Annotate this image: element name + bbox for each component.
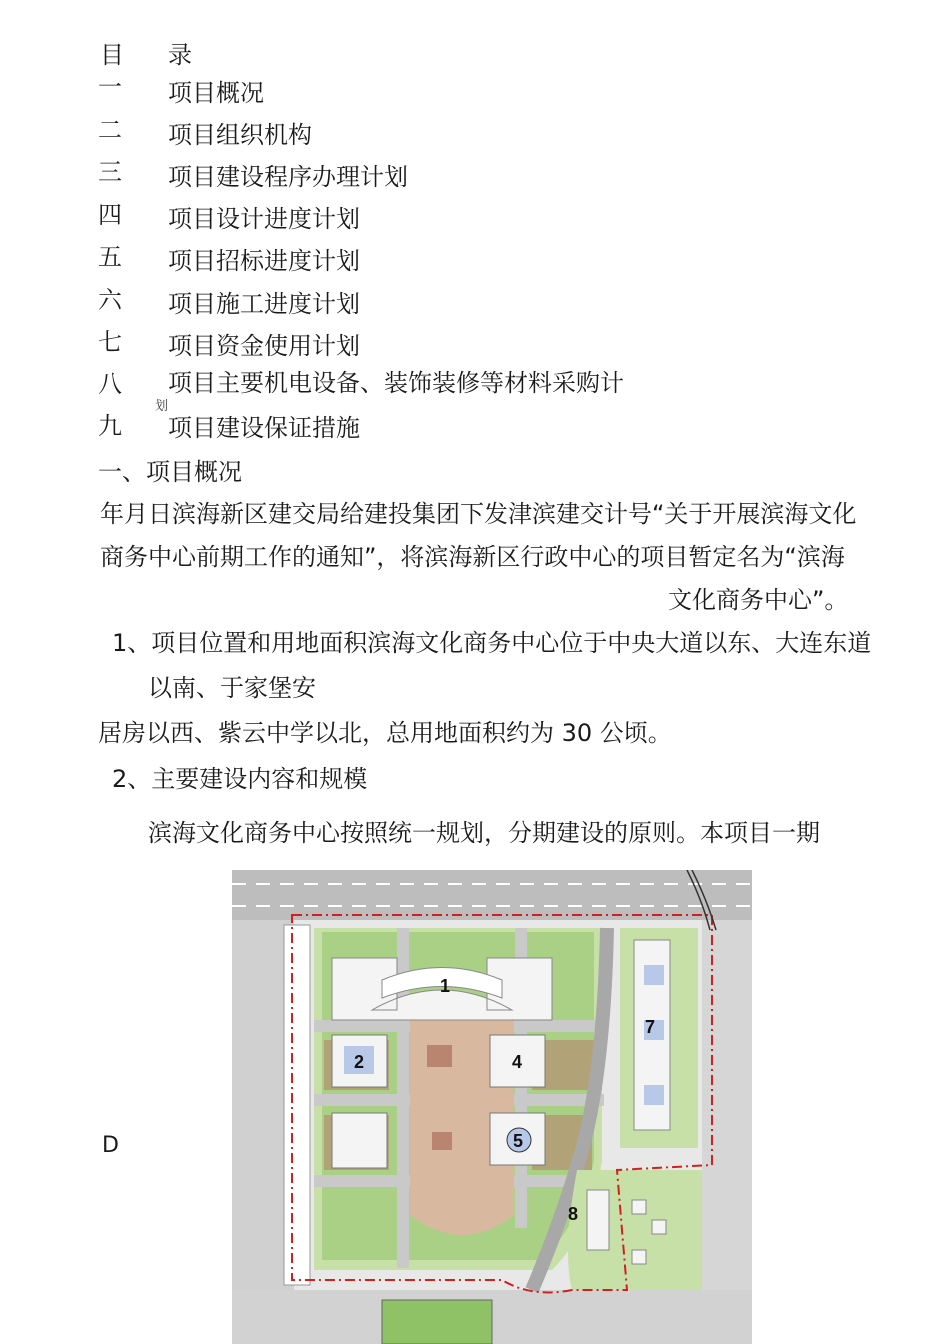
toc-num: 四 bbox=[98, 201, 122, 229]
toc-item: 项目施工进度计划 bbox=[168, 290, 360, 318]
toc-item: 项目资金使用计划 bbox=[168, 332, 360, 360]
paragraph-line: 居房以西、紫云中学以北，总用地面积约为 30 公顷。 bbox=[98, 719, 672, 747]
toc-item: 项目组织机构 bbox=[168, 121, 312, 149]
paragraph-line: 商务中心前期工作的通知”，将滨海新区行政中心的项目暂定名为“滨海 bbox=[100, 543, 845, 571]
toc-overflow-fragment: 划 bbox=[155, 399, 169, 414]
site-plan-image bbox=[232, 870, 752, 1344]
toc-num: 一 bbox=[98, 73, 122, 101]
subsection-title: 2、主要建设内容和规模 bbox=[112, 765, 368, 793]
plan-label: 8 bbox=[568, 1204, 579, 1224]
toc-heading-right: 录 bbox=[168, 41, 192, 69]
toc-num: 三 bbox=[98, 158, 122, 186]
toc-num: 九 bbox=[98, 412, 122, 440]
toc-item: 项目建设保证措施 bbox=[168, 414, 360, 442]
toc-item: 项目建设程序办理计划 bbox=[168, 163, 408, 191]
paragraph-line: 年月日滨海新区建交局给建投集团下发津滨建交计号“关于开展滨海文化 bbox=[100, 500, 857, 528]
paragraph-line: 1、项目位置和用地面积滨海文化商务中心位于中央大道以东、大连东道 bbox=[112, 629, 872, 657]
toc-num: 六 bbox=[98, 286, 122, 314]
paragraph-line: 文化商务中心”。 bbox=[668, 586, 849, 614]
plan-label: 2 bbox=[354, 1052, 365, 1072]
section-title: 一、项目概况 bbox=[98, 458, 242, 486]
plan-label: 5 bbox=[513, 1131, 524, 1151]
toc-heading-left: 目 bbox=[100, 41, 124, 69]
plan-label: 7 bbox=[645, 1017, 656, 1037]
toc-item: 项目主要机电设备、装饰装修等材料采购计 bbox=[168, 369, 624, 397]
toc-num: 五 bbox=[98, 243, 122, 271]
toc-item: 项目设计进度计划 bbox=[168, 205, 360, 233]
toc-item: 项目概况 bbox=[168, 79, 264, 107]
paragraph-line: 滨海文化商务中心按照统一规划，分期建设的原则。本项目一期 bbox=[148, 819, 820, 847]
plan-label: 4 bbox=[512, 1052, 523, 1072]
side-letter: D bbox=[102, 1133, 119, 1158]
paragraph-line: 以南、于家堡安 bbox=[148, 674, 316, 702]
toc-item: 项目招标进度计划 bbox=[168, 247, 360, 275]
toc-num: 八 bbox=[98, 370, 122, 398]
plan-label: 1 bbox=[440, 976, 451, 996]
toc-num: 二 bbox=[98, 116, 122, 144]
toc-num: 七 bbox=[98, 328, 122, 356]
